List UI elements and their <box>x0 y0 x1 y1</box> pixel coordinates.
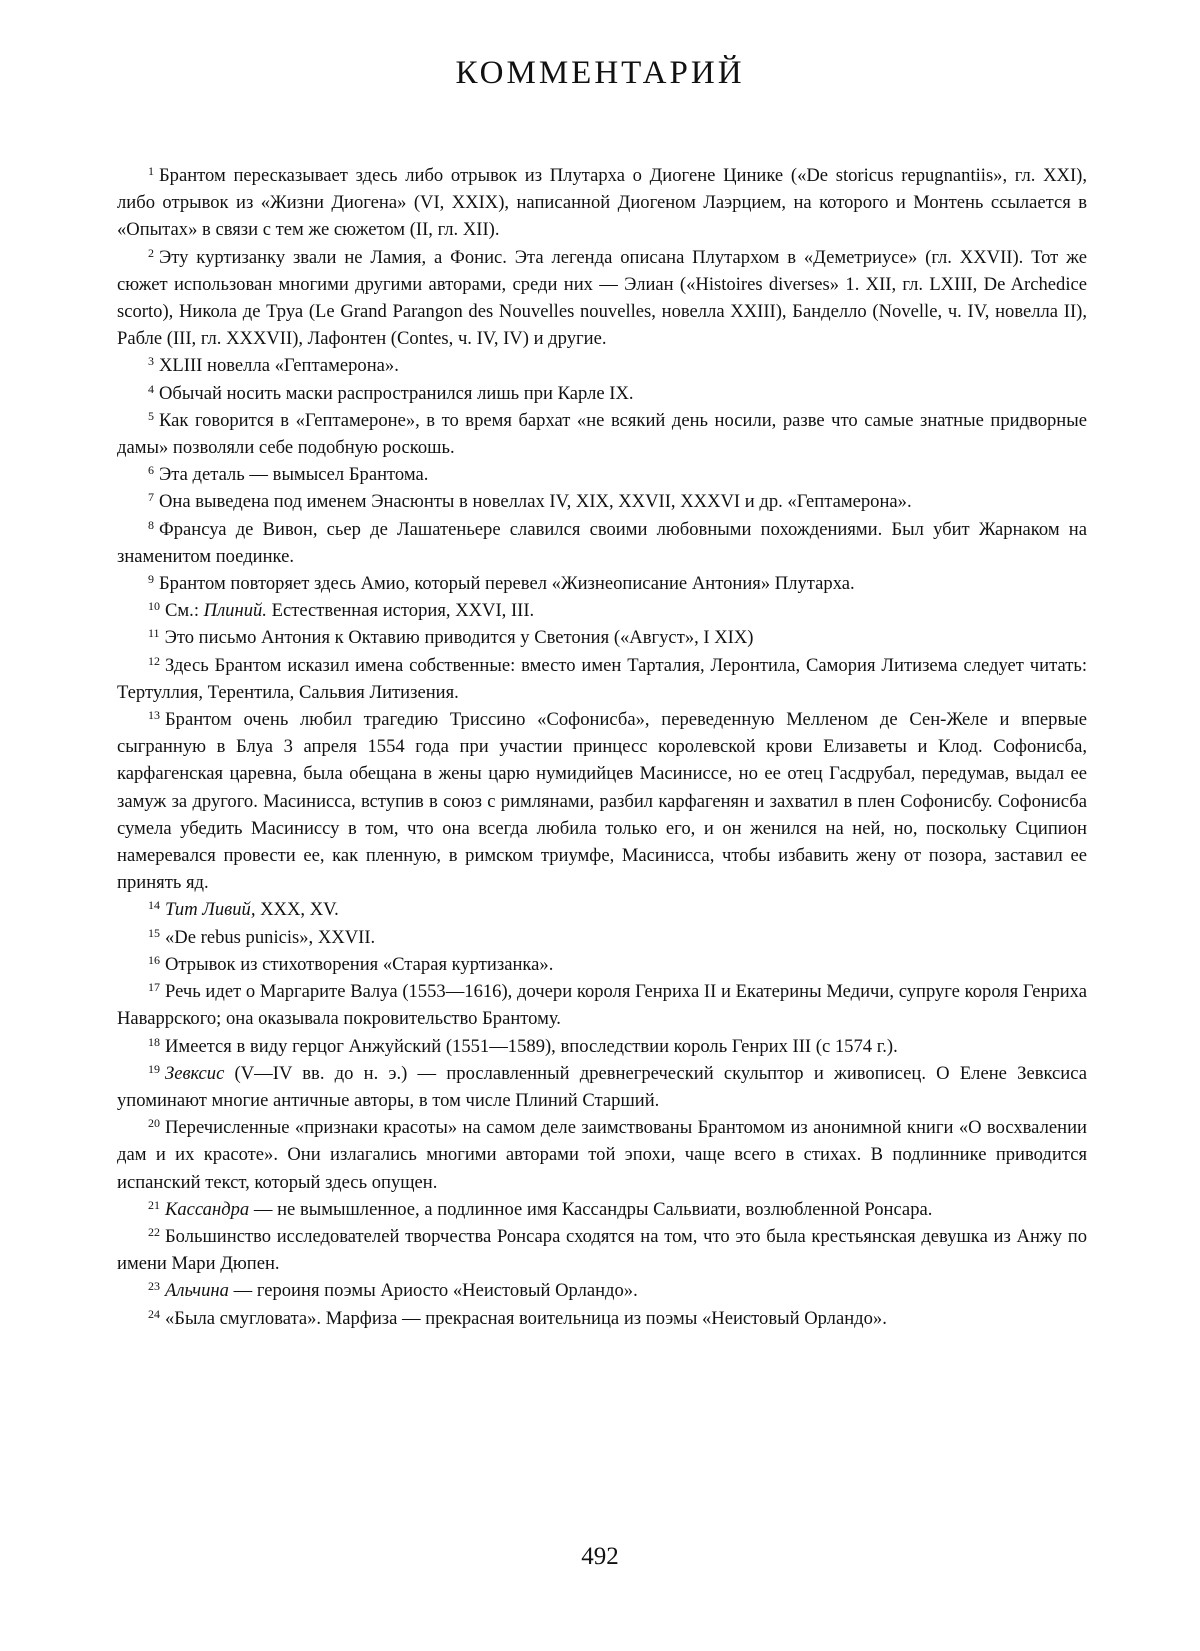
note-number: 2 <box>148 245 154 260</box>
note-text: Здесь Брантом исказил имена собственные: вместо имен Тарталия, Леронтила, Самория Литизема следует читать: Тертуллия, Терентила, Сальвия Литизения. <box>117 654 1087 703</box>
note-number: 15 <box>148 925 160 940</box>
note-number: 7 <box>148 490 154 505</box>
note-item <box>117 244 1087 353</box>
note-item <box>117 162 1087 244</box>
note-number: 19 <box>148 1061 160 1076</box>
note-item <box>117 706 1087 896</box>
note-number: 9 <box>148 572 154 587</box>
note-number: 21 <box>148 1197 160 1212</box>
note-number: 22 <box>148 1224 160 1239</box>
note-item <box>117 896 1087 923</box>
note-italic: Кассандра <box>165 1198 250 1220</box>
note-item <box>117 516 1087 570</box>
note-text: Эта деталь — вымысел Брантома. <box>159 464 429 486</box>
note-item <box>117 978 1087 1032</box>
note-italic: Тит Ливий, <box>165 899 256 921</box>
note-number: 18 <box>148 1034 160 1049</box>
note-number: 11 <box>148 626 160 641</box>
note-number: 6 <box>148 463 154 478</box>
note-item <box>117 1114 1087 1196</box>
note-number: 16 <box>148 952 160 967</box>
note-text: XLIII новелла «Гептамерона». <box>159 355 399 377</box>
note-text: Как говорится в «Гептамероне», в то время бархат «не всякий день носили, разве что самые знатные придворные дамы» позволяли себе подобную роскошь. <box>117 409 1087 459</box>
note-text: «De rebus punicis», XXVII. <box>165 926 376 948</box>
note-item <box>117 1060 1087 1114</box>
note-number: 12 <box>148 653 160 668</box>
note-text: Имеется в виду герцог Анжуйский (1551—1589), впоследствии король Генрих III (с 1574 г.). <box>165 1035 898 1057</box>
note-text: Эту куртизанку звали не Ламия, а Фонис. Эта легенда описана Плутархом в «Деметриусе» (гл. XXVII). Тот же сюжет использован многими другими авторами, среди них — Элиан («Histoires diverses» 1. XII, гл. LXIII, De Archedice scorto), Никола де Труа (Le Grand Parangon des Nouvelles nouvelles, новелла XXIII), Банделло (Novelle, ч. IV, новелла II), Рабле (III, гл. XXXVII), Лафонтен (Contes, ч. IV, IV) и другие. <box>117 246 1087 350</box>
note-item <box>117 951 1087 978</box>
note-item <box>117 1277 1087 1304</box>
note-text: Отрывок из стихотворения «Старая куртизанка». <box>165 953 554 975</box>
note-item <box>117 597 1087 624</box>
note-number: 1 <box>148 164 154 178</box>
note-text: Брантом пересказывает здесь либо отрывок из Плутарха о Диогене Цинике («De storicus repugnantiis», гл. XXI), либо отрывок из «Жизни Диогена» (VI, XXIX), написанной Диогеном Лаэрцием, на которого и Монтень ссылается в «Опытах» в связи с тем же сюжетом (II, гл. XII). <box>117 165 1087 241</box>
note-italic: Плиний. <box>203 600 267 622</box>
note-text: Брантом очень любил трагедию Триссино «Софонисба», переведенную Мелленом де Сен-Желе и впервые сыгранную в Блуа 3 апреля 1554 года при участии принцесс королевской крови Елизаветы и Клод. Софонисба, карфагенская царевна, была обещана в жены царю нумидийцев Масиниссе, но ее отец Гасдрубал, передумав, выдал ее замуж за другого. Масинисса, вступив в союз с римлянами, разбил карфагенян и захватил в плен Софонисбу. Софонисба сумела убедить Масиниссу в том, что она всегда любила только его, и он женился на ней, но, поскольку Сципион намеревался провести ее, как пленную, в римском триумфе, Масинисса, чтобы избавить жену от позора, заставил ее принять яд. <box>117 709 1087 894</box>
note-lead: См.: <box>165 600 204 622</box>
note-text: Обычай носить маски распространился лишь при Карле IX. <box>159 382 634 404</box>
note-number: 17 <box>148 980 160 995</box>
note-item <box>117 407 1087 461</box>
page-title: КОММЕНТАРИЙ <box>455 55 745 91</box>
note-text: Большинство исследователей творчества Ронсара сходятся на том, что это была крестьянская девушка из Анжу по имени Мари Дюпен. <box>117 1225 1087 1275</box>
note-text: Перечисленные «признаки красоты» на самом деле заимствованы Брантомом из анонимной книги «О восхвалении дам и их красоте». Они излагались многими авторами той эпохи, чаще всего в стихах. В подлиннике приводится испанский текст, который здесь опущен. <box>117 1117 1087 1193</box>
note-number: 5 <box>148 408 154 423</box>
note-item <box>117 461 1087 488</box>
note-text: «Была смугловата». Марфиза — прекрасная воительница из поэмы «Неистовый Орландо». <box>165 1307 887 1329</box>
note-item <box>117 624 1087 651</box>
commentary-notes <box>117 162 1087 1332</box>
note-item <box>117 1196 1087 1223</box>
note-text: Это письмо Антония к Октавию приводится у Светония («Август», I XIX) <box>164 627 754 649</box>
note-number: 8 <box>148 517 154 532</box>
note-item <box>117 924 1087 951</box>
note-item <box>117 652 1087 706</box>
note-number: 20 <box>148 1116 160 1131</box>
note-text: Брантом повторяет здесь Амио, который перевел «Жизнеописание Антония» Плутарха. <box>159 573 855 595</box>
note-item <box>117 570 1087 597</box>
note-italic: Альчина <box>165 1280 229 1302</box>
note-text: Франсуа де Вивон, сьер де Лашатеньере славился своими любовными похождениями. Был убит Жарнаком на знаменитом поединке. <box>117 518 1087 567</box>
note-number: 3 <box>148 354 154 369</box>
note-italic: Зевксис <box>165 1062 225 1084</box>
note-item <box>117 352 1087 379</box>
note-item <box>117 380 1087 407</box>
note-text: — не вымышленное, а подлинное имя Кассандры Сальвиати, возлюбленной Ронсара. <box>249 1198 933 1220</box>
note-text: (V—IV вв. до н. э.) — прославленный древнегреческий скульптор и живописец. О Елене Зевксиса упоминают многие античные авторы, в том числе Плиний Старший. <box>117 1062 1087 1111</box>
note-number: 4 <box>148 381 154 396</box>
note-item <box>117 1033 1087 1060</box>
note-number: 10 <box>148 599 160 614</box>
page-number: 492 <box>581 1543 619 1570</box>
note-number: 13 <box>148 708 160 723</box>
note-item <box>117 1223 1087 1277</box>
note-text: XXX, XV. <box>255 899 339 921</box>
note-item <box>117 488 1087 515</box>
note-number: 14 <box>148 898 160 913</box>
note-item <box>117 1305 1087 1332</box>
note-text: Она выведена под именем Энасюнты в новеллах IV, XIX, XXVII, XXXVI и др. «Гептамерона». <box>159 491 912 513</box>
note-text: Речь идет о Маргарите Валуа (1553—1616), дочери короля Генриха II и Екатерины Медичи, супруге короля Генриха Наваррского; она оказывала покровительство Брантому. <box>117 981 1087 1030</box>
note-number: 24 <box>148 1306 160 1321</box>
note-text: Естественная история, XXVI, III. <box>266 600 535 622</box>
note-number: 23 <box>148 1279 160 1294</box>
note-text: — героиня поэмы Ариосто «Неистовый Орландо». <box>228 1280 638 1302</box>
